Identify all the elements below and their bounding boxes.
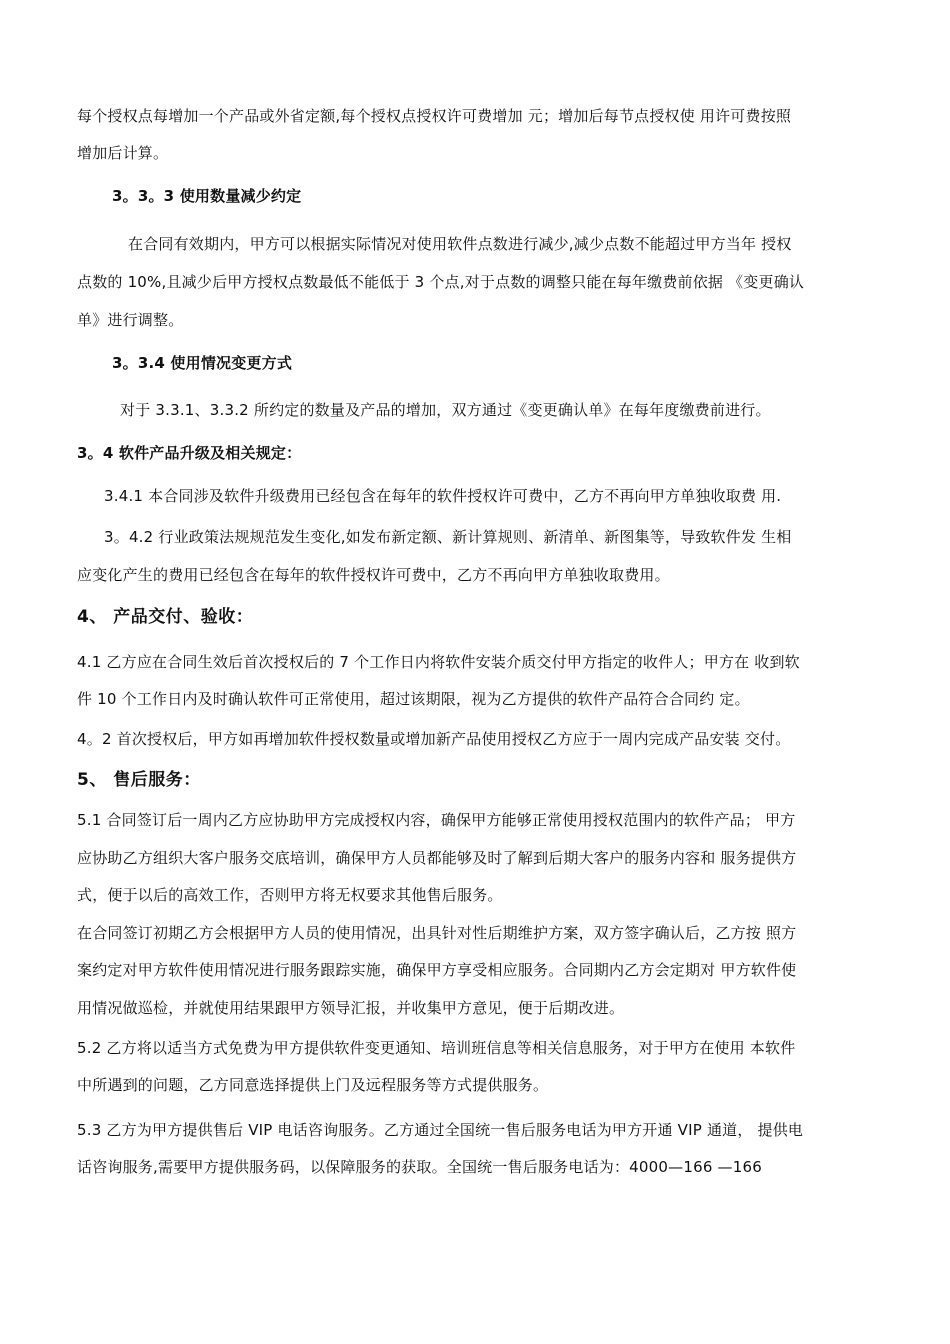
paragraph-line: 话咨询服务,需要甲方提供服务码，以保障服务的获取。全国统一售后服务电话为：4000—166 —166: [77, 1158, 762, 1176]
paragraph-line: 应协助乙方组织大客户服务交底培训，确保甲方人员都能够及时了解到后期大客户的服务内容和 服务提供方: [77, 849, 797, 867]
paragraph-line: 4。2 首次授权后，甲方如再增加软件授权数量或增加新产品使用授权乙方应于一周内完成产品安装 交付。: [77, 730, 791, 748]
section-heading-4: 4、 产品交付、验收：: [77, 607, 254, 627]
paragraph-line: 在合同有效期内，甲方可以根据实际情况对使用软件点数进行减少,减少点数不能超过甲方当年 授权: [128, 235, 792, 253]
paragraph-line: 3。4.2 行业政策法规规范发生变化,如发布新定额、新计算规则、新清单、新图集等，导致软件发 生相: [104, 528, 792, 546]
section-heading-3-3-3: 3。3。3 使用数量减少约定: [112, 187, 302, 205]
paragraph-line: 中所遇到的问题，乙方同意选择提供上门及远程服务等方式提供服务。: [77, 1076, 549, 1094]
paragraph-line: 3.4.1 本合同涉及软件升级费用已经包含在每年的软件授权许可费中，乙方不再向甲方单独收取费 用.: [104, 487, 782, 505]
paragraph-line: 增加后计算。: [77, 144, 169, 162]
paragraph-line: 5.2 乙方将以适当方式免费为甲方提供软件变更通知、培训班信息等相关信息服务，对于甲方在使用 本软件: [77, 1039, 796, 1057]
paragraph-line: 对于 3.3.1、3.3.2 所约定的数量及产品的增加，双方通过《变更确认单》在每年度缴费前进行。: [120, 401, 771, 419]
section-heading-5: 5、 售后服务：: [77, 770, 201, 790]
section-heading-3-3-4: 3。3.4 使用情况变更方式: [112, 354, 293, 372]
paragraph-line: 点数的 10%,且减少后甲方授权点数最低不能低于 3 个点,对于点数的调整只能在每年缴费前依据 《变更确认: [77, 273, 805, 291]
paragraph-line: 应变化产生的费用已经包含在每年的软件授权许可费中，乙方不再向甲方单独收取费用。: [77, 566, 670, 584]
paragraph-line: 式，便于以后的高效工作，否则甲方将无权要求其他售后服务。: [77, 886, 503, 904]
paragraph-line: 5.1 合同签订后一周内乙方应协助甲方完成授权内容，确保甲方能够正常使用授权范围内的软件产品； 甲方: [77, 811, 796, 829]
paragraph-line: 4.1 乙方应在合同生效后首次授权后的 7 个工作日内将软件安装介质交付甲方指定的收件人；甲方在 收到软: [77, 653, 800, 671]
paragraph-line: 5.3 乙方为甲方提供售后 VIP 电话咨询服务。乙方通过全国统一售后服务电话为甲方开通 VIP 通道， 提供电: [77, 1121, 804, 1139]
paragraph-line: 案约定对甲方软件使用情况进行服务跟踪实施，确保甲方享受相应服务。合同期内乙方会定期对 甲方软件使: [77, 961, 797, 979]
paragraph-line: 件 10 个工作日内及时确认软件可正常使用，超过该期限，视为乙方提供的软件产品符合合同约 定。: [77, 690, 750, 708]
paragraph-line: 用情况做巡检，并就使用结果跟甲方领导汇报，并收集甲方意见，便于后期改进。: [77, 999, 625, 1017]
paragraph-line: 单》进行调整。: [77, 311, 184, 329]
section-heading-3-4: 3。4 软件产品升级及相关规定：: [77, 444, 302, 462]
paragraph-line: 每个授权点每增加一个产品或外省定额,每个授权点授权许可费增加 元；增加后每节点授权使 用许可费按照: [77, 107, 792, 125]
paragraph-line: 在合同签订初期乙方会根据甲方人员的使用情况，出具针对性后期维护方案，双方签字确认后，乙方按 照方: [77, 924, 797, 942]
